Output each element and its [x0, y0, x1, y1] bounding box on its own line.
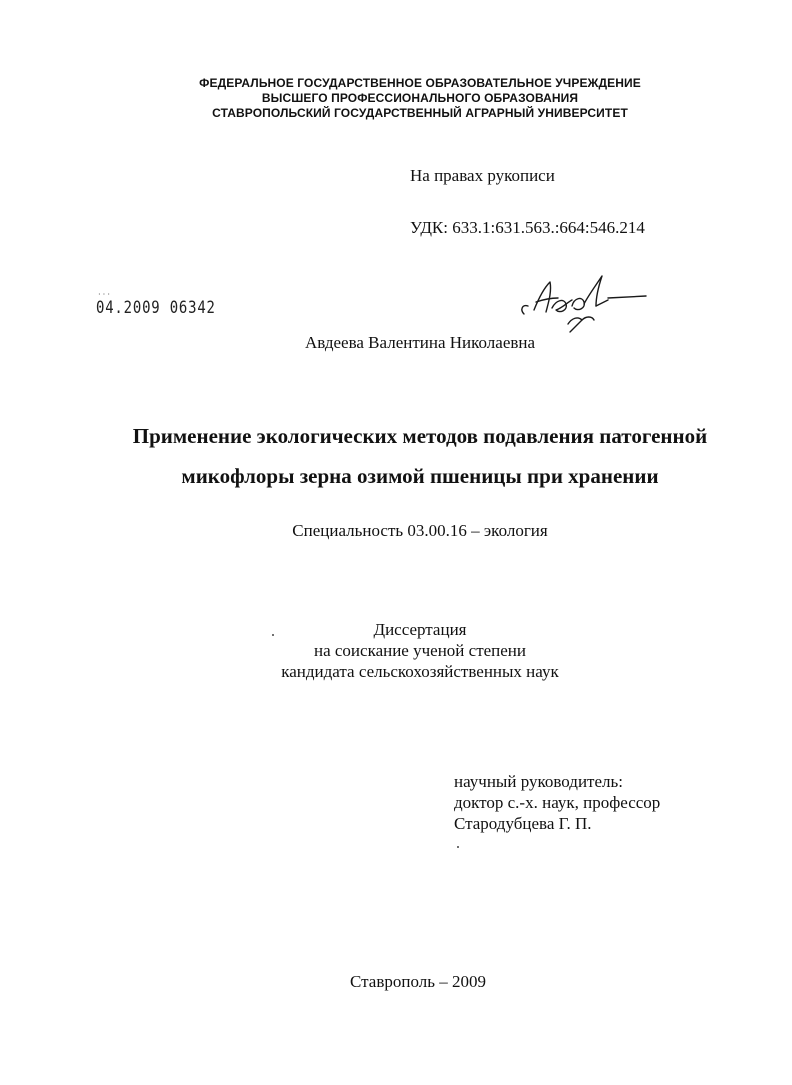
handwritten-signature — [512, 262, 652, 342]
institution-line-1: ФЕДЕРАЛЬНОЕ ГОСУДАРСТВЕННОЕ ОБРАЗОВАТЕЛЬНОЕ УЧРЕЖДЕНИЕ — [199, 76, 641, 90]
specialty: Специальность 03.00.16 – экология — [292, 521, 548, 540]
dissertation-title — [60, 416, 780, 496]
dissertation-line-3: кандидата сельскохозяйственных наук — [281, 662, 559, 681]
dissertation-line-2: на соискание ученой степени — [313, 641, 527, 660]
title-line-2: микофлоры зерна озимой пшеницы при хранении — [181, 464, 659, 488]
dissertation-type — [160, 619, 680, 682]
scientific-advisor — [454, 771, 660, 834]
city-year: Ставрополь – 2009 — [350, 972, 486, 991]
author-name: Авдеева Валентина Николаевна — [304, 333, 536, 352]
dissertation-line-1: Диссертация — [373, 620, 467, 639]
advisor-degree: доктор с.-х. наук, профессор — [454, 793, 661, 812]
scan-speck — [457, 846, 459, 848]
stamp-dots: ··· — [98, 290, 112, 299]
title-line-1: Применение экологических методов подавления патогенной — [132, 424, 708, 448]
archive-stamp-number: 04.2009 06342 — [96, 298, 216, 318]
manuscript-note: На правах рукописи — [410, 166, 555, 185]
advisor-role: научный руководитель: — [454, 772, 623, 791]
institution-line-2: ВЫСШЕГО ПРОФЕССИОНАЛЬНОГО ОБРАЗОВАНИЯ — [261, 91, 579, 105]
institution-header — [0, 76, 792, 121]
advisor-name: Стародубцева Г. П. — [454, 814, 592, 833]
institution-line-3: СТАВРОПОЛЬСКИЙ ГОСУДАРСТВЕННЫЙ АГРАРНЫЙ УНИВЕРСИТЕТ — [212, 106, 628, 120]
udk-code: УДК: 633.1:631.563.:664:546.214 — [410, 218, 645, 237]
